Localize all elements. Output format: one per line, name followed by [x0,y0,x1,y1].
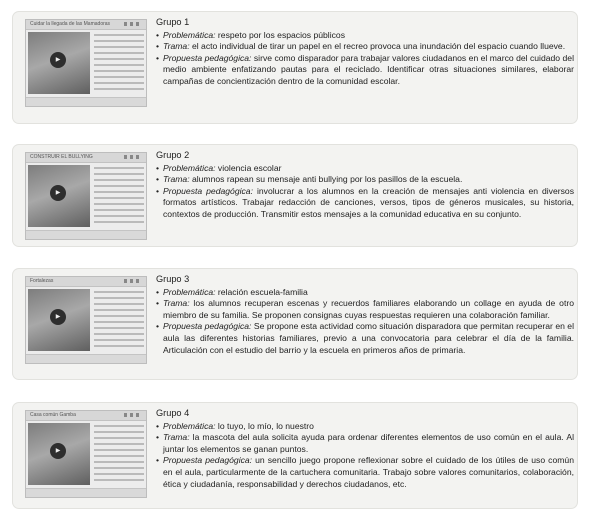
propuesta-text: un sencillo juego propone reflexionar sobre el cuidado de los útiles de uso común en el aula, particularmente de la cartuchera comunitaria. Trabajo sobre valores comunitarios, colaboración, ética y ciudadanía, responsabilidad y derechos ciudadanos, etc. [163,455,574,489]
thumbnail-footer [26,97,146,106]
group-description [156,274,574,356]
thumbnail-title-bar [26,153,146,163]
group-title: Grupo 4 [156,408,190,418]
thumbnail-heading: CONSTRUIR EL BULLYING [30,154,93,160]
group-description [156,408,574,490]
propuesta-label: Propuesta pedagógica: [163,321,252,332]
trama-item [156,432,574,455]
propuesta-text: involucrar a los alumnos en la creación de mensajes anti violencia en diversos formatos artísticos. Trabajar redacción de canciones, versos, tipos de géneros musicales, su historia, contextos de producción. Transmitir estos mensajes a la comunidad educativa en su conjunto. [163,185,574,219]
problematica-item [156,421,574,433]
group-title: Grupo 1 [156,17,190,27]
group-title: Grupo 3 [156,274,190,284]
group-card-2 [12,144,578,247]
video-thumbnail[interactable] [25,19,147,107]
problematica-item [156,287,574,299]
video-thumbnail[interactable] [25,410,147,498]
trama-text: la mascota del aula solicita ayuda para ordenar diferentes elementos de uso común en el aula. Al juntar los elementos se ganan puntos. [163,432,574,454]
group-description [156,17,574,88]
propuesta-item [156,455,574,490]
propuesta-label: Propuesta pedagógica: [163,455,253,466]
trama-item [156,41,574,53]
trama-text: los alumnos recuperan escenas y recuerdos familiares elaborando un collage en ayuda de otro miembro de su familia. Se proponen consignas cuyas respuestas requieren una colaboración familiar. [163,298,574,320]
trama-label: Trama: [163,432,190,443]
video-thumbnail[interactable] [25,276,147,364]
propuesta-item [156,53,574,88]
problematica-item [156,30,574,42]
play-icon[interactable]: ▶ [50,443,66,459]
thumbnail-heading: Fortalezas [30,278,54,284]
propuesta-item [156,186,574,221]
thumbnail-heading: Cuidar la llegada de las Mamadoras [30,21,111,27]
thumbnail-text-lines [94,167,144,227]
propuesta-text: sirve como disparador para trabajar valores ciudadanos en el marco del cuidado del medio ambiente enfatizando pautas para el reciclado. Identificar otras situaciones similares, elaborar campañas de concientización dentro de la comunidad escolar. [163,52,574,86]
thumbnail-title-bar [26,20,146,30]
trama-label: Trama: [163,298,190,309]
thumbnail-title-bar [26,277,146,287]
thumbnail-title-bar [26,411,146,421]
propuesta-text: Se propone esta actividad como situación disparadora que permitan recuperar en el aula las diferentes historias familiares, previo a una convocatoria para celebrar el día de la familia. Articulación con el estudio del barrio y la escuela en primeros años de primaria. [163,321,574,355]
problematica-label: Problemática: [163,420,216,431]
trama-item [156,174,574,186]
trama-label: Trama: [163,41,190,52]
problematica-label: Problemática: [163,286,216,297]
group-card-1 [12,11,578,124]
play-icon[interactable]: ▶ [50,52,66,68]
problematica-text: relación escuela-familia [215,286,308,297]
thumbnail-footer [26,354,146,363]
trama-item [156,298,574,321]
propuesta-label: Propuesta pedagógica: [163,52,252,63]
video-thumbnail[interactable] [25,152,147,240]
thumbnail-text-lines [94,425,144,485]
problematica-item [156,163,574,175]
thumbnail-footer [26,230,146,239]
play-icon[interactable]: ▶ [50,185,66,201]
group-card-4 [12,402,578,509]
trama-label: Trama: [163,174,190,185]
thumbnail-footer [26,488,146,497]
problematica-label: Problemática: [163,29,216,40]
group-card-3 [12,268,578,380]
propuesta-item [156,321,574,356]
thumbnail-text-lines [94,34,144,94]
thumbnail-heading: Casa común Gamba [30,412,76,418]
play-icon[interactable]: ▶ [50,309,66,325]
thumbnail-text-lines [94,291,144,351]
trama-text: el acto individual de tirar un papel en el recreo provoca una inundación del espacio cuando llueve. [189,41,566,52]
group-title: Grupo 2 [156,150,190,160]
problematica-text: violencia escolar [215,162,282,173]
problematica-text: respeto por los espacios públicos [215,29,346,40]
problematica-text: lo tuyo, lo mío, lo nuestro [215,420,314,431]
trama-text: alumnos rapean su mensaje anti bullying por los pasillos de la escuela. [189,174,463,185]
group-description [156,150,574,221]
problematica-label: Problemática: [163,162,216,173]
propuesta-label: Propuesta pedagógica: [163,185,253,196]
